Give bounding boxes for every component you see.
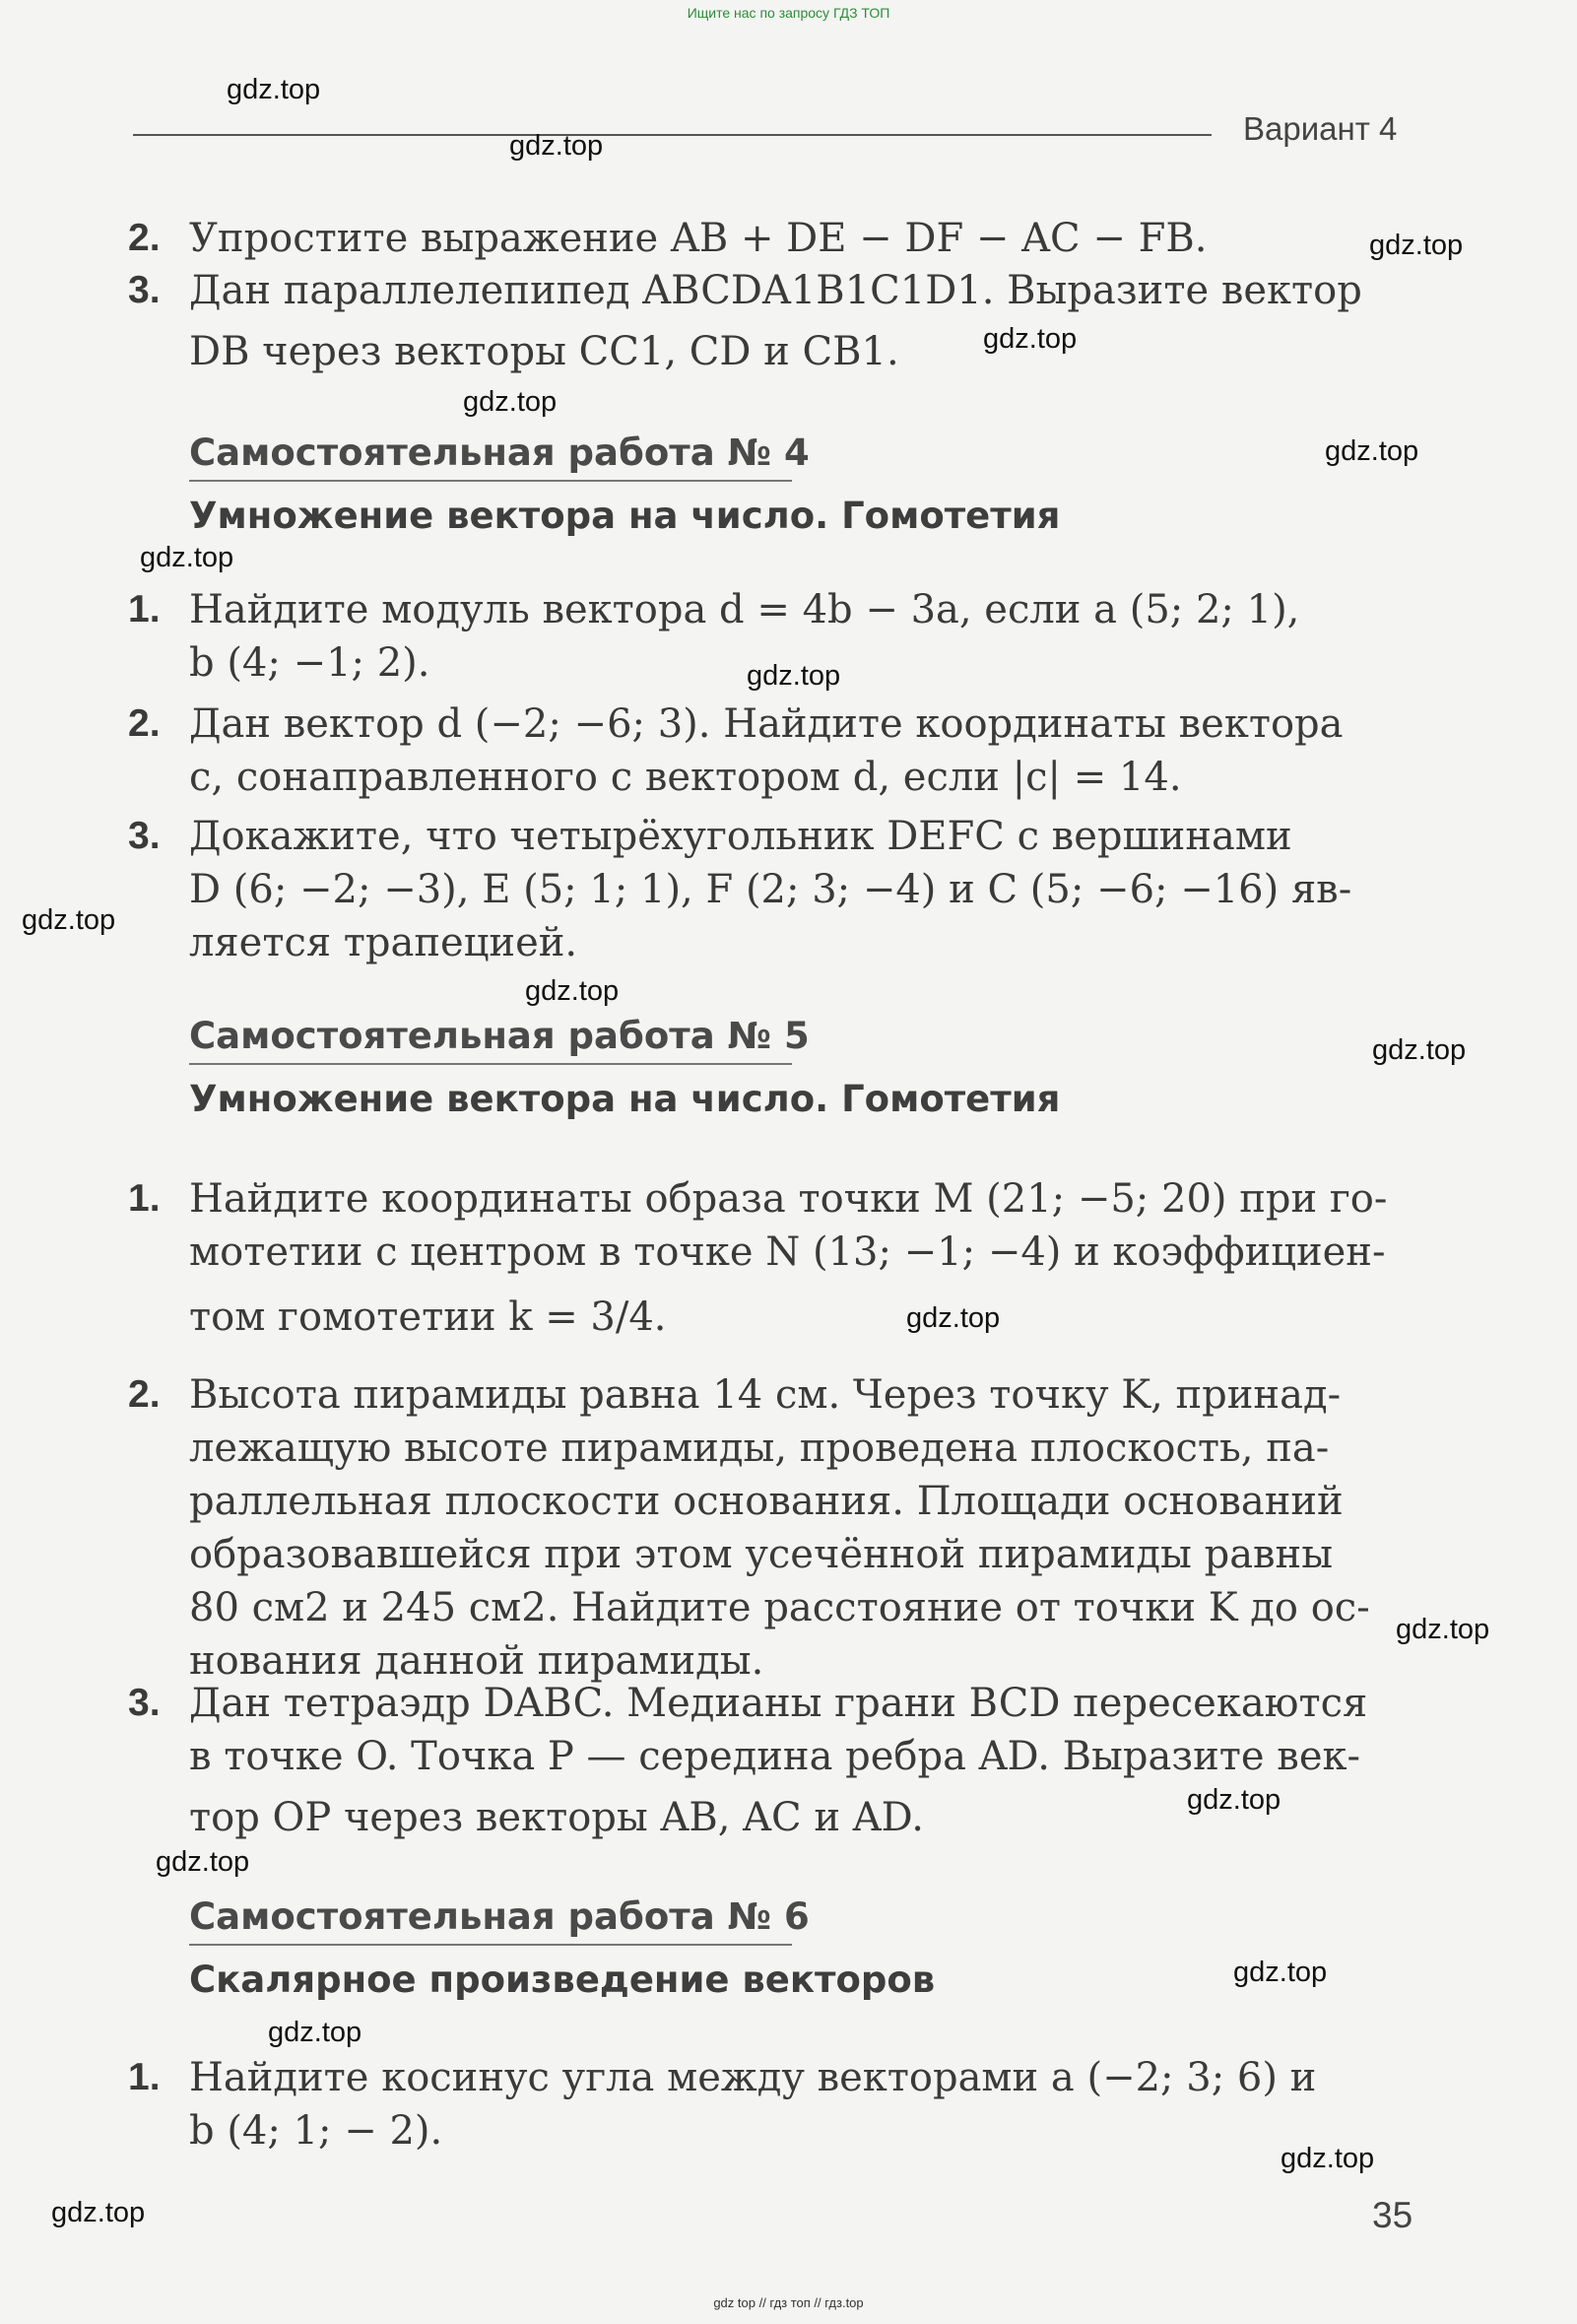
watermark: gdz.top xyxy=(747,660,841,692)
title-underline xyxy=(189,480,792,482)
problem-line: D (6; −2; −3), E (5; 1; 1), F (2; 3; −4) и C (5; −6; −16) яв- xyxy=(189,867,1352,912)
title-underline xyxy=(189,1944,792,1946)
problem-line: раллельная плоскости основания. Площади оснований xyxy=(189,1479,1344,1524)
bottom-links[interactable]: gdz top // гдз топ // гдз.top xyxy=(713,2295,864,2310)
section-subtitle-work4: Умножение вектора на число. Гомотетия xyxy=(189,495,1061,537)
section-title-work4: Самостоятельная работа № 4 xyxy=(189,432,810,474)
problem-line: Высота пирамиды равна 14 см. Через точку K, принад- xyxy=(189,1372,1342,1418)
problem-line: Найдите косинус угла между векторами a (−2; 3; 6) и xyxy=(189,2055,1317,2100)
top-search-hint[interactable]: Ищите нас по запросу ГДЗ ТОП xyxy=(687,5,890,21)
watermark: gdz.top xyxy=(51,2197,146,2228)
watermark: gdz.top xyxy=(1233,1957,1328,1988)
problem-line: тор OP через векторы AB, AC и AD. xyxy=(189,1795,924,1840)
section-title-work5: Самостоятельная работа № 5 xyxy=(189,1015,810,1057)
problem-w5-3 xyxy=(128,1677,1409,1844)
problem-line: Найдите модуль вектора d = 4b − 3a, если a (5; 2; 1), xyxy=(189,587,1300,632)
problem-number: 2. xyxy=(128,217,161,259)
watermark: gdz.top xyxy=(1369,230,1464,261)
problem-prev-2 xyxy=(128,212,1409,265)
problem-line: Дан тетраэдр DABC. Медианы грани BCD пересекаются xyxy=(189,1681,1368,1726)
problem-line: том гомотетии k = 3/4. xyxy=(189,1295,667,1340)
watermark: gdz.top xyxy=(227,74,321,105)
watermark: gdz.top xyxy=(1372,1034,1467,1066)
problem-w6-1 xyxy=(128,2051,1409,2158)
problem-number: 2. xyxy=(128,702,161,745)
problem-prev-3 xyxy=(128,264,1409,378)
problem-line: Дан параллелепипед ABCDA1B1C1D1. Выразите вектор xyxy=(189,268,1362,313)
watermark: gdz.top xyxy=(1187,1784,1281,1816)
problem-line: 80 см2 и 245 см2. Найдите расстояние от точки K до ос- xyxy=(189,1585,1370,1630)
problem-line: в точке O. Точка P — середина ребра AD. Выразите век- xyxy=(189,1734,1361,1779)
section-subtitle-work5: Умножение вектора на число. Гомотетия xyxy=(189,1078,1061,1120)
problem-line: ляется трапецией. xyxy=(189,920,578,965)
header-rule xyxy=(133,134,1212,136)
title-underline xyxy=(189,1063,792,1065)
problem-line: DB через векторы CC1, CD и CB1. xyxy=(189,329,899,374)
watermark: gdz.top xyxy=(525,975,620,1007)
problem-line: лежащую высоте пирамиды, проведена плоскость, па- xyxy=(189,1426,1330,1471)
watermark: gdz.top xyxy=(268,2017,362,2048)
problem-number: 3. xyxy=(128,1682,161,1724)
problem-number: 1. xyxy=(128,2056,161,2098)
problem-line: b (4; 1; − 2). xyxy=(189,2108,443,2154)
problem-line: нования данной пирамиды. xyxy=(189,1638,764,1684)
problem-line: образовавшейся при этом усечённой пирамиды равны xyxy=(189,1532,1334,1577)
problem-w4-2 xyxy=(128,697,1409,804)
problem-w5-2 xyxy=(128,1368,1409,1688)
watermark: gdz.top xyxy=(22,904,116,936)
problem-line: c, сонаправленного с вектором d, если |c| = 14. xyxy=(189,755,1182,800)
watermark: gdz.top xyxy=(1396,1614,1490,1645)
watermark: gdz.top xyxy=(1325,435,1419,467)
problem-line: Докажите, что четырёхугольник DEFC с вершинами xyxy=(189,814,1292,859)
watermark: gdz.top xyxy=(140,542,234,573)
problem-line: Найдите координаты образа точки M (21; −5; 20) при го- xyxy=(189,1176,1388,1222)
problem-number: 3. xyxy=(128,269,161,311)
problem-line: мотетии с центром в точке N (13; −1; −4) и коэффициен- xyxy=(189,1229,1386,1275)
problem-line: b (4; −1; 2). xyxy=(189,640,430,686)
page-number: 35 xyxy=(1372,2195,1413,2235)
watermark: gdz.top xyxy=(156,1846,250,1878)
problem-line: Дан вектор d (−2; −6; 3). Найдите координаты вектора xyxy=(189,701,1344,747)
variant-label: Вариант 4 xyxy=(1243,110,1398,147)
problem-w5-1 xyxy=(128,1172,1409,1344)
watermark: gdz.top xyxy=(906,1302,1001,1334)
watermark: gdz.top xyxy=(1281,2143,1375,2174)
problem-number: 2. xyxy=(128,1373,161,1416)
problem-number: 1. xyxy=(128,1177,161,1220)
section-title-work6: Самостоятельная работа № 6 xyxy=(189,1895,810,1938)
watermark: gdz.top xyxy=(463,386,558,418)
problem-number: 1. xyxy=(128,588,161,631)
section-subtitle-work6: Скалярное произведение векторов xyxy=(189,1959,936,2001)
problem-w4-1 xyxy=(128,583,1409,690)
watermark: gdz.top xyxy=(983,323,1078,355)
problem-w4-3 xyxy=(128,810,1409,969)
problem-line: Упростите выражение AB + DE − DF − AC − FB. xyxy=(189,216,1208,261)
watermark: gdz.top xyxy=(509,130,604,162)
problem-number: 3. xyxy=(128,815,161,857)
